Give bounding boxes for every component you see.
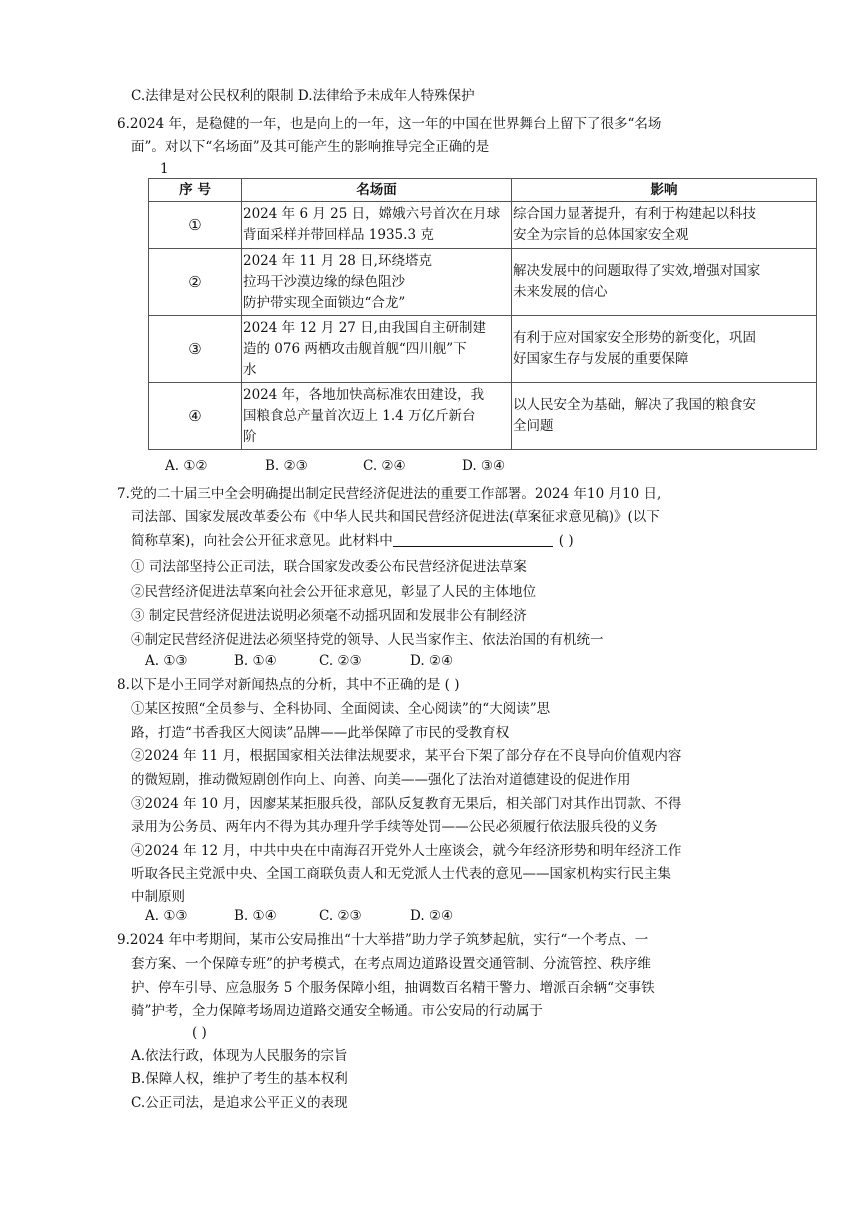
q6-stem-line2: 面”。对以下“名场面”及其可能产生的影响推导完全正确的是 [131, 139, 490, 155]
q8-line-8: 听取各民主党派中央、全国工商联负责人和无党派人士代表的意见——国家机构实行民主集 [131, 866, 671, 882]
q6-table [148, 178, 817, 450]
q6-row-scene: 2024 年 6 月 25 日，嫦娥六号首次在月球 背面采样并带回样品 1935.3 克 [242, 202, 512, 249]
q6-option-d: D. ③④ [462, 458, 506, 474]
q5-options-tail: C.法律是对公民权利的限制 D.法律给予未成年人特殊保护 [131, 88, 475, 104]
q6-row-impact: 综合国力显著提升，有利于构建起以科技 安全为宗旨的总体国家安全观 [512, 202, 817, 249]
q6-row-number: ② [149, 249, 242, 316]
q6-row-scene: 2024 年 11 月 28 日,环绕塔克 拉玛干沙漠边缘的绿色阻沙 防护带实现全面锁边“合龙” [242, 249, 512, 316]
q8-line-4: 的微短剧，推动微短剧创作向上、向善、向美——强化了法治对道德建设的促进作用 [131, 772, 631, 788]
q6-row-impact: 以人民安全为基础，解决了我国的粮食安 全问题 [512, 383, 817, 450]
q6-header-number: 序 号 [149, 179, 242, 202]
q7-statement-1: ① 司法部坚持公正司法，联合国家发改委公布民营经济促进法草案 [131, 559, 527, 575]
q8-line-2: 路，打造“书香我区大阅读”品牌——此举保障了市民的受教育权 [131, 725, 510, 741]
q7-stem-line3 [131, 531, 574, 551]
q7-stem-line1: 7.党的二十届三中全会明确提出制定民营经济促进法的重要工作部署。2024 年10 月10 日, [117, 486, 662, 502]
q7-stem-text: 简称草案)，向社会公开征求意见。此材料中 [131, 533, 393, 549]
q9-choice-c: C.公正司法，是追求公平正义的表现 [131, 1095, 348, 1111]
q8-option-c: C. ②③ [319, 908, 362, 924]
q7-stem-line2: 司法部、国家发展改革委公布《中华人民共和国民营经济促进法(草案征求意见稿)》(以下 [131, 509, 660, 525]
q6-header-scene: 名场面 [242, 179, 512, 202]
q8-option-a: A. ①③ [145, 908, 188, 924]
q7-statement-4: ④制定民营经济促进法必须坚持党的领导、人民当家作主、依法治国的有机统一 [131, 632, 604, 648]
q9-stem-line2: 套方案、一个保障专班”的护考模式，在考点周边道路设置交通管制、分流管控、秩序维 [131, 956, 651, 972]
q7-option-a: A. ①③ [145, 653, 188, 669]
q9-choice-a: A.依法行政，体现为人民服务的宗旨 [131, 1048, 348, 1064]
table-row [149, 383, 817, 450]
q6-row-number: ④ [149, 383, 242, 450]
q6-header-impact: 影响 [512, 179, 817, 202]
q7-option-c: C. ②③ [319, 653, 362, 669]
answer-parentheses: ( ) [192, 1025, 207, 1041]
q6-stem-line1: 6.2024 年，是稳健的一年，也是向上的一年，这一年的中国在世界舞台上留下了很多“名场 [117, 116, 662, 132]
q7-statement-3: ③ 制定民营经济促进法说明必须毫不动摇巩固和发展非公有制经济 [131, 608, 527, 624]
q8-options [145, 906, 453, 926]
q7-options [145, 651, 453, 671]
answer-blank [393, 532, 553, 547]
q6-row-scene: 2024 年，各地加快高标准农田建设，我 国粮食总产量首次迈上 1.4 万亿斤新台 阶 [242, 383, 512, 450]
q6-row-impact: 解决发展中的问题取得了实效,增强对国家 未来发展的信心 [512, 249, 817, 316]
q9-choice-b: B.保障人权，维护了考生的基本权利 [131, 1071, 348, 1087]
q6-options [165, 456, 505, 476]
q6-table-label: 1 [160, 161, 169, 177]
q8-line-1: ①某区按照“全员参与、全科协同、全面阅读、全心阅读”的“大阅读”思 [131, 701, 551, 717]
table-row [149, 249, 817, 316]
q6-row-number: ① [149, 202, 242, 249]
q9-stem-line3: 护、停车引导、应急服务 5 个服务保障小组，抽调数百名精干警力、增派百余辆“交事铁 [131, 980, 655, 996]
q8-line-3: ②2024 年 11 月，根据国家相关法律法规要求，某平台下架了部分存在不良导向价值观内容 [131, 748, 682, 764]
q7-option-b: B. ①④ [234, 653, 277, 669]
q8-stem: 8.以下是小王同学对新闻热点的分析，其中不正确的是 ( ) [117, 677, 460, 693]
q9-stem-line1: 9.2024 年中考期间，某市公安局推出“十大举措”助力学子筑梦起航，实行“一个考点、一 [117, 932, 649, 948]
q6-option-a: A. ①② [165, 458, 208, 474]
q8-line-9: 中制原则 [131, 889, 185, 905]
table-row [149, 202, 817, 249]
q6-row-number: ③ [149, 316, 242, 383]
q6-option-c: C. ②④ [363, 458, 406, 474]
q9-stem-line4: 骑”护考，全力保障考场周边道路交通安全畅通。市公安局的行动属于 [131, 1003, 543, 1019]
q8-option-d: D. ②④ [410, 908, 454, 924]
q6-option-b: B. ②③ [265, 458, 308, 474]
q6-row-scene: 2024 年 12 月 27 日,由我国自主研制建 造的 076 两栖攻击舰首舰“四川舰”下 水 [242, 316, 512, 383]
table-row [149, 316, 817, 383]
answer-parentheses: ( ) [558, 533, 574, 549]
q8-line-7: ④2024 年 12 月，中共中央在中南海召开党外人士座谈会，就今年经济形势和明年经济工作 [131, 843, 682, 859]
q8-option-b: B. ①④ [234, 908, 277, 924]
q7-statement-2: ②民营经济促进法草案向社会公开征求意见，彰显了人民的主体地位 [131, 584, 536, 600]
q8-line-6: 录用为公务员、两年内不得为其办理升学手续等处罚——公民必须履行依法服兵役的义务 [131, 819, 658, 835]
q7-option-d: D. ②④ [410, 653, 454, 669]
q6-row-impact: 有利于应对国家安全形势的新变化，巩固 好国家生存与发展的重要保障 [512, 316, 817, 383]
q8-line-5: ③2024 年 10 月，因廖某某拒服兵役，部队反复教育无果后，相关部门对其作出罚款、不得 [131, 796, 682, 812]
